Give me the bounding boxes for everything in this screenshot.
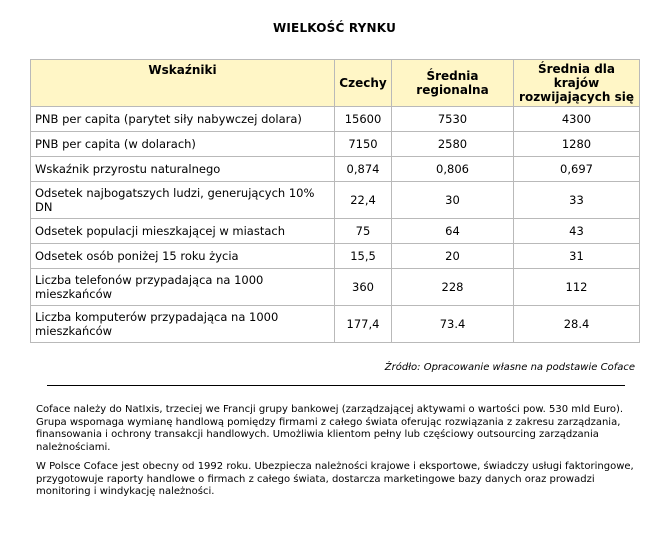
regional-value: 2580 — [392, 132, 514, 157]
regional-value: 7530 — [392, 107, 514, 132]
indicator-label: Odsetek najbogatszych ludzi, generujących 10% DN — [31, 182, 335, 219]
czech-value: 22,4 — [335, 182, 392, 219]
czech-value: 177,4 — [335, 306, 392, 343]
indicator-label: Liczba telefonów przypadająca na 1000 mieszkańców — [31, 269, 335, 306]
developing-value: 33 — [514, 182, 640, 219]
page-title: WIELKOŚĆ RYNKU — [272, 21, 397, 35]
developing-value: 28.4 — [514, 306, 640, 343]
header-regional-average: Średnia regionalna — [392, 60, 514, 107]
indicator-label: Liczba komputerów przypadająca na 1000 mieszkańców — [31, 306, 335, 343]
coface-poland-paragraph: W Polsce Coface jest obecny od 1992 roku. Ubezpiecza należności krajowe i eksportowe, świadczy usługi faktoringowe, przygotowuje raporty handlowe o firmach z całego świata, dostarcza marketingowe bazy danych oraz prowadzi monitoring i windykację należności. — [36, 461, 634, 497]
developing-value: 4300 — [514, 107, 640, 132]
developing-value: 112 — [514, 269, 640, 306]
table-row — [31, 182, 640, 219]
developing-value: 43 — [514, 219, 640, 244]
coface-paragraph: Coface należy do NatIxis, trzeciej we Francji grupy bankowej (zarządzającej aktywami o wartości pow. 530 mld Euro). Grupa wspomaga wymianę handlową pomiędzy firmami z całego świata oferując rozwiązania z zakresu zarządzania, finansowania i ochrony transakcji handlowych. Umożliwia klientom pełny lub częściowy outsourcing zarządzania należnościami. — [36, 404, 624, 453]
czech-value: 7150 — [335, 132, 392, 157]
indicator-label: PNB per capita (w dolarach) — [31, 132, 335, 157]
table-row — [31, 306, 640, 343]
developing-value: 0,697 — [514, 157, 640, 182]
market-size-table — [30, 59, 640, 343]
regional-value: 30 — [392, 182, 514, 219]
regional-value: 20 — [392, 244, 514, 269]
czech-value: 15,5 — [335, 244, 392, 269]
czech-value: 15600 — [335, 107, 392, 132]
regional-value: 228 — [392, 269, 514, 306]
table-row — [31, 157, 640, 182]
indicator-label: Wskaźnik przyrostu naturalnego — [31, 157, 335, 182]
regional-value: 73.4 — [392, 306, 514, 343]
table-row — [31, 219, 640, 244]
indicator-label: PNB per capita (parytet siły nabywczej dolara) — [31, 107, 335, 132]
table-row — [31, 269, 640, 306]
table-row — [31, 132, 640, 157]
indicator-label: Odsetek osób poniżej 15 roku życia — [31, 244, 335, 269]
czech-value: 0,874 — [335, 157, 392, 182]
divider — [47, 385, 625, 386]
table-row — [31, 244, 640, 269]
regional-value: 64 — [392, 219, 514, 244]
developing-value: 31 — [514, 244, 640, 269]
czech-value: 360 — [335, 269, 392, 306]
developing-value: 1280 — [514, 132, 640, 157]
czech-value: 75 — [335, 219, 392, 244]
header-indicators: Wskaźniki — [31, 60, 335, 107]
table-row — [31, 107, 640, 132]
indicator-label: Odsetek populacji mieszkającej w miastach — [31, 219, 335, 244]
header-czech: Czechy — [335, 60, 392, 107]
source-note: Źródło: Opracowanie własne na podstawie Coface — [384, 362, 635, 373]
header-developing-average: Średnia dla krajów rozwijających się — [514, 60, 640, 107]
regional-value: 0,806 — [392, 157, 514, 182]
table-header-row — [31, 60, 640, 107]
